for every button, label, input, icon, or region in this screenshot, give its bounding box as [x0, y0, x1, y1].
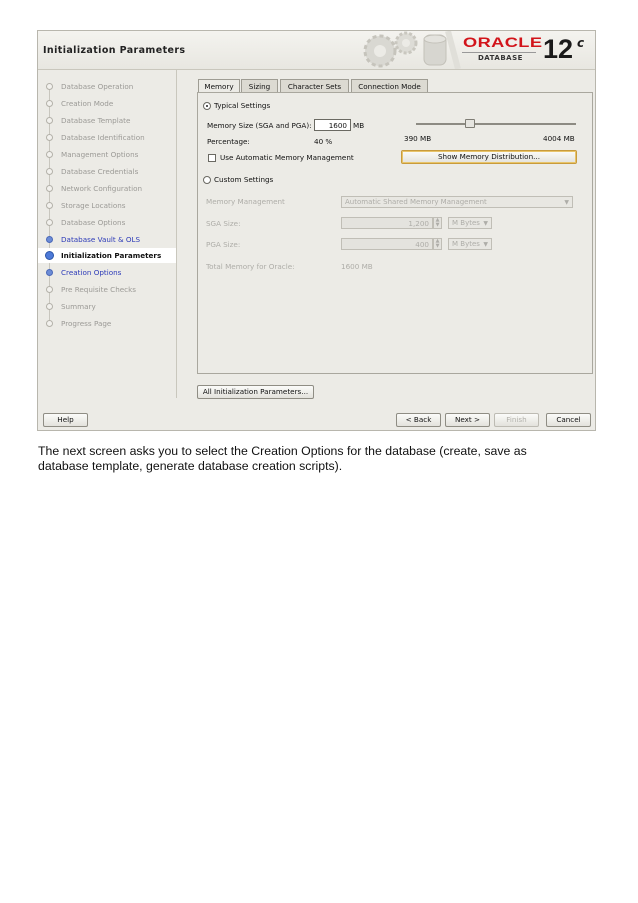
total-memory-value: 1600 MB: [341, 262, 373, 271]
memory-slider-thumb[interactable]: [465, 119, 475, 128]
chevron-down-icon: ▼: [483, 220, 488, 227]
sga-spinner[interactable]: ▲ ▼: [433, 217, 442, 229]
logo-version: 12: [543, 34, 574, 64]
tab-character-sets[interactable]: Character Sets: [280, 79, 349, 92]
step-progress-page: Progress Page: [38, 316, 176, 331]
memory-slider-track[interactable]: [416, 123, 576, 125]
pga-unit-value: M Bytes: [452, 240, 480, 248]
step-icon: [46, 100, 53, 107]
memory-size-label: Memory Size (SGA and PGA):: [207, 121, 312, 130]
logo-divider: [462, 52, 536, 53]
oracle-logo: ORACLE: [463, 35, 543, 50]
step-database-operation: Database Operation: [38, 79, 176, 94]
page-title: Initialization Parameters: [43, 45, 186, 56]
back-button[interactable]: < Back: [396, 413, 441, 427]
memory-management-value: Automatic Shared Memory Management: [345, 198, 487, 206]
show-memory-distribution-button[interactable]: Show Memory Distribution...: [401, 150, 577, 164]
tab-sizing[interactable]: Sizing: [241, 79, 278, 92]
pga-unit-select[interactable]: [448, 238, 492, 250]
installer-window: [37, 30, 596, 431]
step-management-options: Management Options: [38, 147, 176, 162]
step-icon: [46, 202, 53, 209]
step-initialization-parameters: Initialization Parameters: [38, 248, 176, 263]
memory-management-label: Memory Management: [206, 197, 285, 206]
step-icon: [46, 236, 53, 243]
step-icon: [46, 134, 53, 141]
step-icon: [46, 286, 53, 293]
sga-size-label: SGA Size:: [206, 219, 241, 228]
cancel-button[interactable]: Cancel: [546, 413, 591, 427]
pga-size-input[interactable]: 400: [341, 238, 433, 250]
step-creation-mode: Creation Mode: [38, 96, 176, 111]
step-creation-options[interactable]: Creation Options: [38, 265, 176, 280]
step-database-identification: Database Identification: [38, 130, 176, 145]
step-icon: [46, 303, 53, 310]
automatic-memory-management-label: Use Automatic Memory Management: [220, 153, 354, 162]
steps-sidebar: [38, 70, 177, 398]
step-summary: Summary: [38, 299, 176, 314]
all-initialization-parameters-button[interactable]: All Initialization Parameters...: [197, 385, 314, 399]
step-storage-locations: Storage Locations: [38, 198, 176, 213]
memory-size-unit: MB: [353, 121, 365, 130]
sga-size-input[interactable]: 1,200: [341, 217, 433, 229]
step-database-template: Database Template: [38, 113, 176, 128]
step-icon: [46, 185, 53, 192]
typical-settings-label: Typical Settings: [214, 101, 271, 110]
percentage-label: Percentage:: [207, 137, 250, 146]
step-current-icon: [45, 251, 54, 260]
chevron-down-icon: ▼: [564, 199, 569, 206]
step-icon: [46, 269, 53, 276]
logo-database: DATABASE: [478, 54, 523, 62]
tab-connection-mode[interactable]: Connection Mode: [351, 79, 428, 92]
header-bar: [38, 31, 595, 70]
total-memory-label: Total Memory for Oracle:: [206, 262, 295, 271]
logo-version-suffix: c: [577, 36, 585, 50]
memory-panel: [197, 92, 593, 374]
percentage-value: 40 %: [314, 137, 333, 146]
step-icon: [46, 168, 53, 175]
sga-unit-select[interactable]: [448, 217, 492, 229]
custom-settings-radio[interactable]: [203, 176, 211, 184]
memory-size-input[interactable]: 1600: [314, 119, 351, 131]
step-icon: [46, 151, 53, 158]
step-pre-requisite-checks: Pre Requisite Checks: [38, 282, 176, 297]
step-icon: [46, 117, 53, 124]
sga-unit-value: M Bytes: [452, 219, 480, 227]
caption-text: The next screen asks you to select the Creation Options for the database (create, save as database template, generate database creation scripts).: [38, 444, 527, 473]
pga-spinner[interactable]: ▲ ▼: [433, 238, 442, 250]
slider-max-label: 4004 MB: [543, 134, 575, 143]
slider-min-label: 390 MB: [404, 134, 432, 143]
memory-management-select[interactable]: [341, 196, 573, 208]
step-database-vault-ols[interactable]: Database Vault & OLS: [38, 232, 176, 247]
next-button[interactable]: Next >: [445, 413, 490, 427]
step-database-credentials: Database Credentials: [38, 164, 176, 179]
step-icon: [46, 83, 53, 90]
step-database-options: Database Options: [38, 215, 176, 230]
tab-memory[interactable]: Memory: [198, 79, 240, 93]
custom-settings-label: Custom Settings: [214, 175, 274, 184]
automatic-memory-management-checkbox[interactable]: [208, 154, 216, 162]
pga-size-label: PGA Size:: [206, 240, 241, 249]
typical-settings-radio[interactable]: [203, 102, 211, 110]
step-icon: [46, 219, 53, 226]
chevron-down-icon: ▼: [483, 241, 488, 248]
step-network-configuration: Network Configuration: [38, 181, 176, 196]
step-icon: [46, 320, 53, 327]
help-button[interactable]: Help: [43, 413, 88, 427]
finish-button[interactable]: Finish: [494, 413, 539, 427]
